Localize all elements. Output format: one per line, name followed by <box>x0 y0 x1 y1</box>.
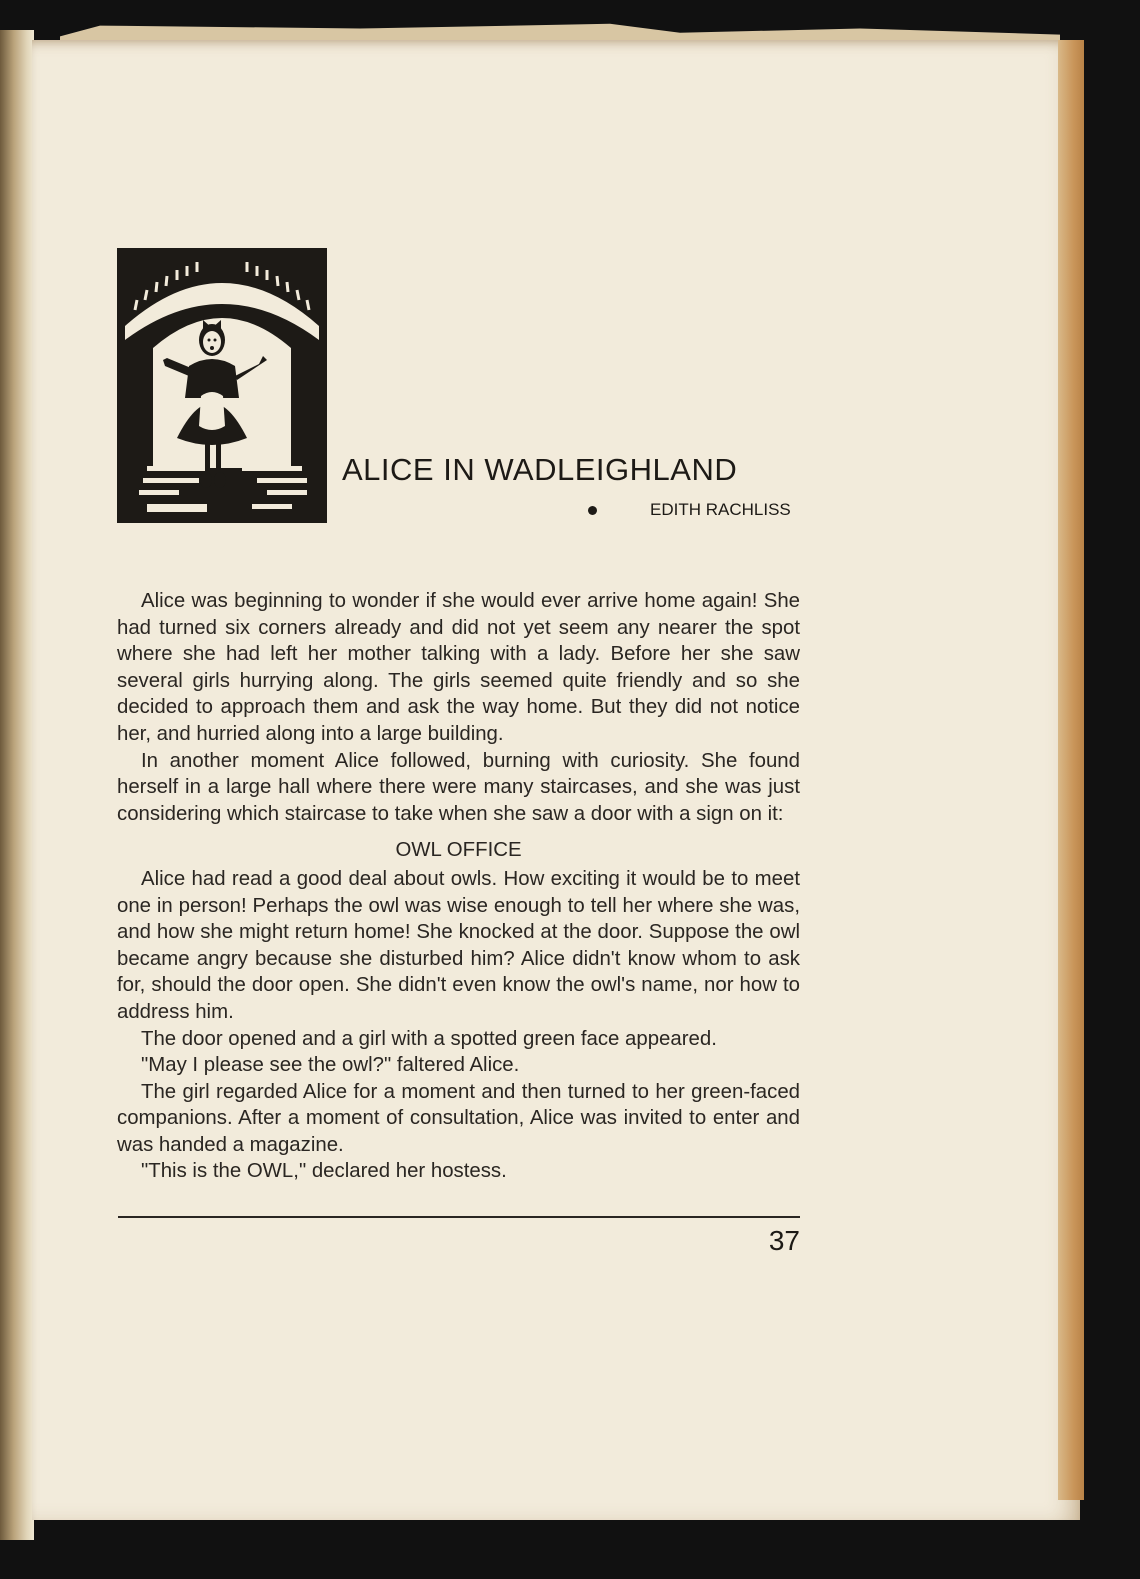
paragraph: "May I please see the owl?" faltered Alice. <box>141 1054 520 1077</box>
paragraph: The door opened and a girl with a spotted green face appeared. <box>141 1027 717 1050</box>
book-spine-edge <box>0 30 34 1540</box>
paragraph: Alice had read a good deal about owls. How exciting it would be to meet one in person! Perhaps the owl was wise enough to tell her where she was, and how she might return home! She knocked at the door. Suppose the owl became angry because she disturbed him? Alice didn't know whom to ask for, should the door open. She didn't even know the owl's name, nor how to address him. <box>117 867 800 1023</box>
alice-illustration <box>117 248 327 523</box>
paragraph: In another moment Alice followed, burning with curiosity. She found herself in a large hall where there were many staircases, and she was just considering which staircase to take when she saw a door with a sign on it: <box>117 749 800 825</box>
paragraph: The girl regarded Alice for a moment and then turned to her green-faced companions. After a moment of consultation, Alice was invited to enter and was handed a magazine. <box>117 1080 800 1156</box>
bullet-icon <box>588 506 597 515</box>
page-number: 37 <box>768 1225 800 1256</box>
author-name: EDITH RACHLISS <box>650 500 791 519</box>
sign-text: OWL OFFICE <box>395 839 522 862</box>
footer-rule <box>118 1216 800 1218</box>
paragraph: "This is the OWL," declared her hostess. <box>141 1160 507 1183</box>
paragraph: Alice was beginning to wonder if she would ever arrive home again! She had turned six corners already and did not yet seem any nearer the spot where she had left her mother talking with a lady. Before her she saw several girls hurrying along. The girls seemed quite friendly and so she decided to approach them and ask the way home. But they did not notice her, and hurried along into a large building. <box>117 590 800 745</box>
byline <box>588 500 800 522</box>
article-body <box>117 588 800 1185</box>
page-right-edge <box>1058 40 1084 1500</box>
article-title: ALICE IN WADLEIGHLAND <box>342 452 738 487</box>
